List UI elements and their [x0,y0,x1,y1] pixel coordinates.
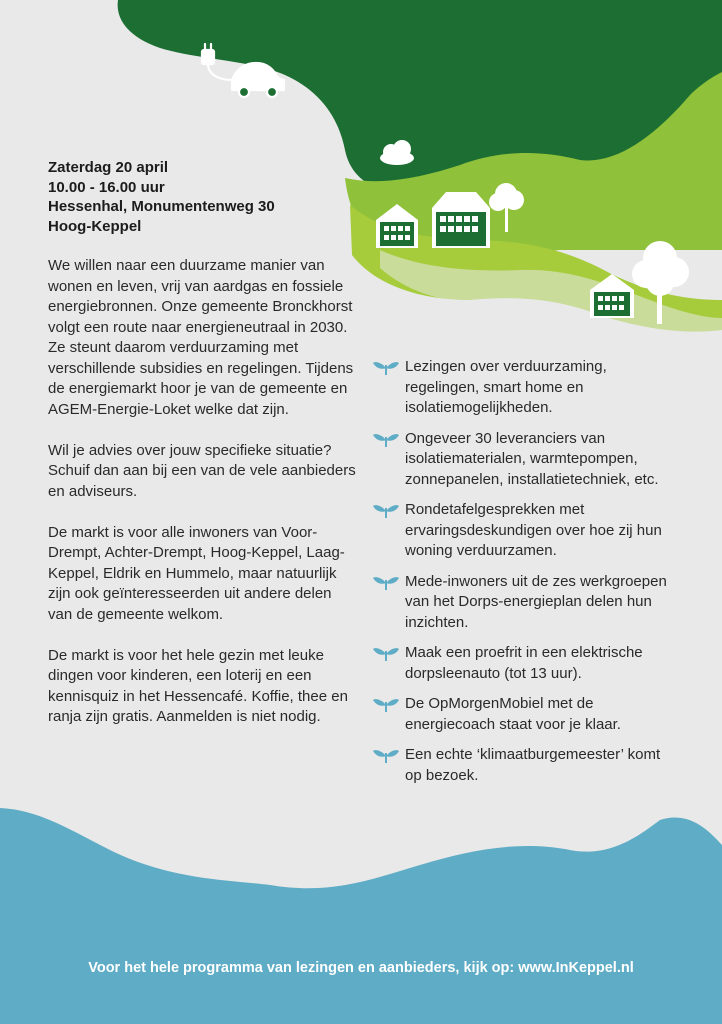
program-item [373,572,673,634]
intro-paragraph: Wil je advies over jouw specifieke situatie? Schuif dan aan bij een van de vele aanbieders en adviseurs. [48,441,356,500]
program-item-text: Lezingen over verduurzaming, regelingen, smart home en isolatiemogelijkheden. [405,358,607,416]
intro-paragraph: De markt is voor het hele gezin met leuke dingen voor kinderen, een loterij en een kennisquiz in het Hessencafé. Koffie, thee en ranja zijn gratis. Aanmelden is niet nodig. [48,646,348,725]
event-place: Hoog-Keppel [48,217,142,235]
leaf-bullet-icon [373,748,399,764]
program-item-text: Mede-inwoners uit de zes werkgroepen van het Dorps-energieplan delen hun inzichten. [405,572,667,631]
event-venue: Hessenhal, Monumentenweg 30 [48,198,275,215]
house-icon [432,192,490,248]
program-item [373,694,673,735]
leaf-bullet-icon [373,575,399,591]
leaf-bullet-icon [373,360,399,376]
leaf-bullet-icon [373,697,399,713]
program-item [373,643,673,684]
program-item-text: Ongeveer 30 leveranciers van isolatiematerialen, warmtepompen, zonnepanelen, installatietechniek, etc. [405,429,659,488]
leaf-bullet-icon [373,432,399,448]
intro-paragraph: De markt is voor alle inwoners van Voor-Drempt, Achter-Drempt, Hoog-Keppel, Laag-Keppel, Eldrik en Hummelo, maar natuurlijk zijn ook geïnteresseerden uit andere delen van de gemeente welkom. [48,523,345,623]
intro-text [48,256,358,748]
program-item [373,500,673,562]
program-item [373,745,673,786]
program-item [373,429,673,491]
event-time: 10.00 - 16.00 uur [48,178,165,196]
event-details [48,158,275,236]
leaf-bullet-icon [373,646,399,662]
footer-banner: Voor het hele programma van lezingen en aanbieders, kijk op: www.InKeppel.nl [88,960,634,976]
intro-paragraph: We willen naar een duurzame manier van wonen en leven, vrij van aardgas en fossiele energiebronnen. Onze gemeente Bronckhorst volgt een route naar energieneutraal in 2030. Ze steunt daarom verduurzaming met verschillende subsidies en regelingen. Tijdens de energiemarkt hoor je van de gemeente en AGEM-Energie-Loket welke dat zijn. [48,257,354,418]
program-item [373,357,673,419]
event-date: Zaterdag 20 april [48,159,169,176]
program-list [373,357,673,786]
program-item-text: Maak een proefrit in een elektrische dorpsleenauto (tot 13 uur). [405,644,643,682]
leaf-bullet-icon [373,503,399,519]
program-item-text: Een echte ‘klimaatburgemeester’ komt op bezoek. [405,746,661,784]
program-item-text: De OpMorgenMobiel met de energiecoach staat voor je klaar. [405,695,621,733]
blue-wave [0,808,722,1024]
program-item-text: Rondetafelgesprekken met ervaringsdeskundigen over hoe zij hun woning verduurzamen. [405,501,662,559]
